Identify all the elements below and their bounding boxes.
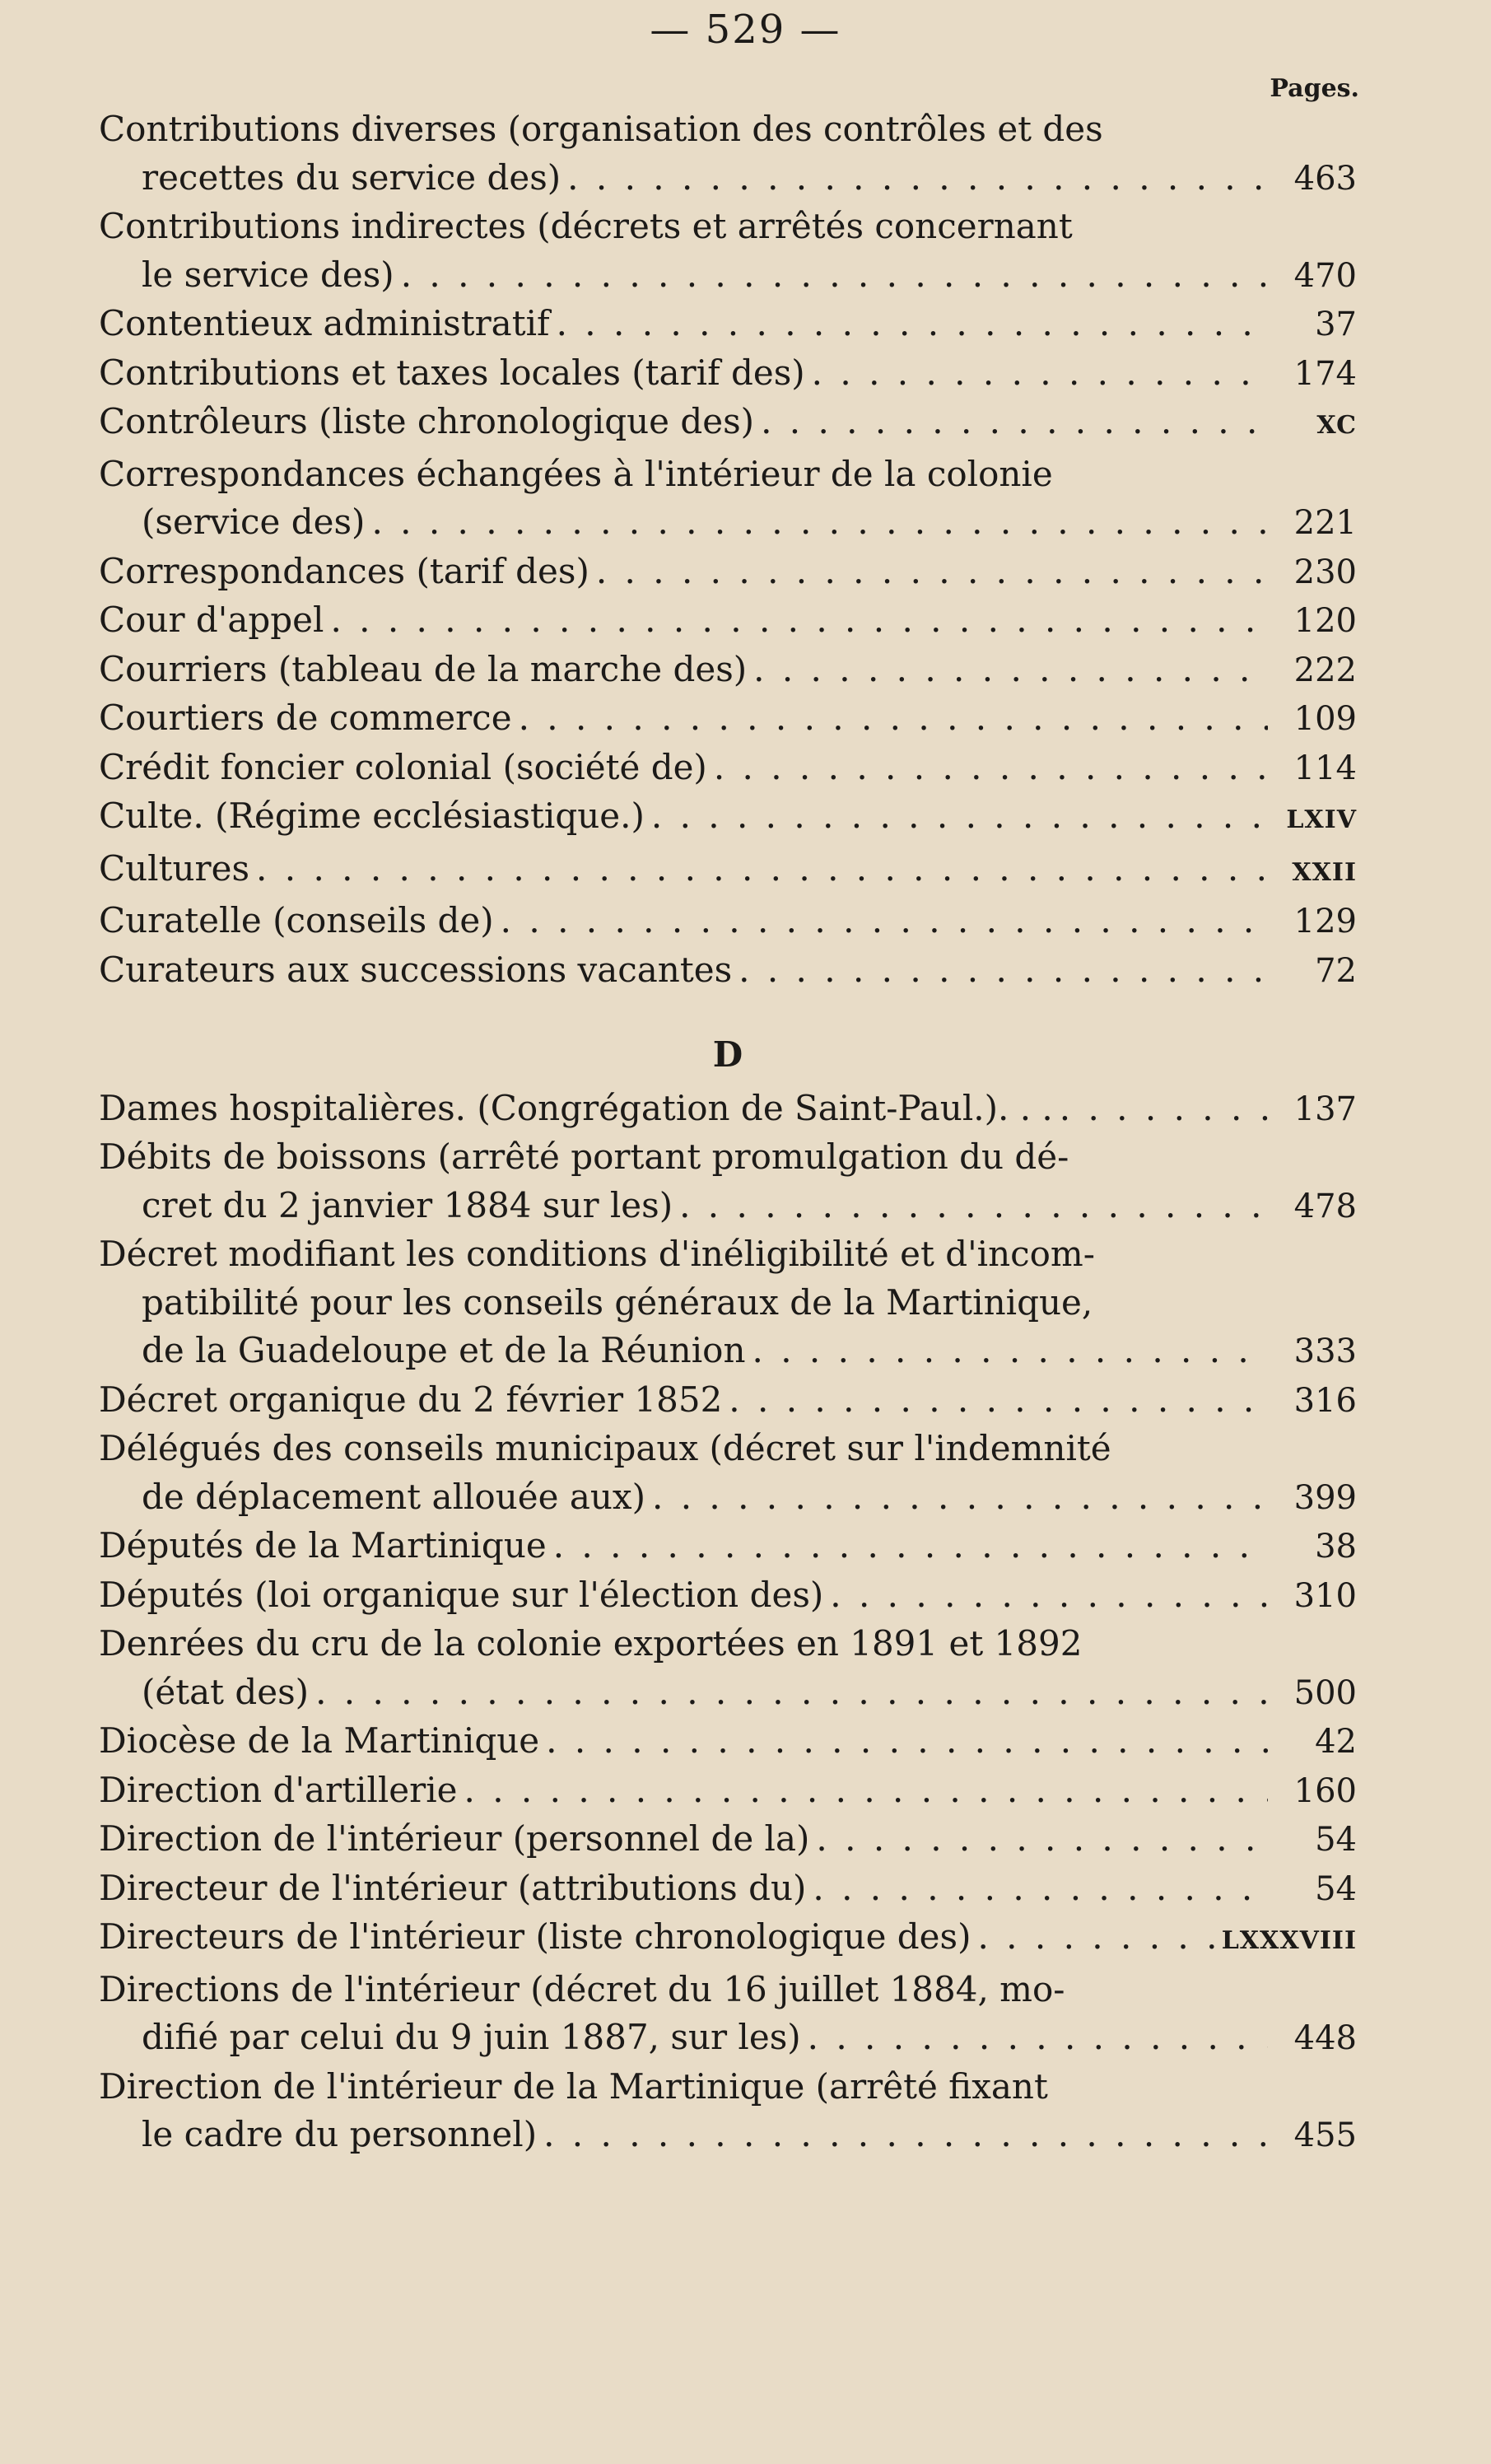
page-reference: 54 (1315, 1869, 1357, 1908)
dot-leader (256, 845, 1268, 894)
page-reference: 222 (1293, 651, 1357, 689)
entry-text: Denrées du cru de la colonie exportées en 1891 et 1892 (99, 1623, 1083, 1664)
entry-line (99, 450, 1357, 499)
entry-text: Décret modifiant les conditions d'inéligibilité et d'incom- (99, 1234, 1095, 1274)
entry-line (99, 646, 1357, 695)
entry-text: Députés de la Martinique (99, 1525, 547, 1566)
entry-line (99, 596, 1357, 646)
index-entry (99, 897, 1357, 946)
entry-text: Curatelle (conseils de) (99, 900, 494, 940)
entry-line (99, 1864, 1357, 1914)
index-entry (99, 2063, 1357, 2160)
entry-text: de la Guadeloupe et de la Réunion (142, 1330, 746, 1370)
entry-line (99, 300, 1357, 349)
dot-leader (816, 1815, 1268, 1864)
page-reference: XC (1316, 411, 1357, 440)
entry-text: Directions de l'intérieur (décret du 16 juillet 1884, mo- (99, 1968, 1065, 2009)
page-reference: LXIV (1286, 805, 1357, 834)
page-reference: 221 (1293, 504, 1357, 542)
entry-line (99, 1522, 1357, 1571)
index-section-d (99, 1085, 1357, 2160)
index-entry (99, 398, 1357, 450)
dot-leader (543, 2111, 1268, 2159)
entry-line (99, 1620, 1357, 1668)
entry-text: Contributions diverses (organisation des contrôles et des (99, 109, 1103, 149)
index-entry (99, 1230, 1357, 1376)
page-reference: 316 (1293, 1381, 1357, 1420)
entry-text: Direction de l'intérieur de la Martinique (arrêté fixant (99, 2065, 1048, 2107)
entry-line (99, 154, 1357, 203)
pages-column-header: Pages. (1270, 74, 1359, 103)
dot-leader (567, 154, 1268, 203)
entry-text: Cultures (99, 847, 250, 889)
page-reference: XXII (1292, 857, 1357, 887)
index-entry (99, 845, 1357, 898)
index-entry (99, 1913, 1357, 1966)
entry-text: de déplacement allouée aux) (142, 1476, 645, 1517)
entry-text: Correspondances échangées à l'intérieur de la colonie (99, 453, 1053, 494)
entry-text: Diocèse de la Martinique (99, 1720, 540, 1761)
entry-text: Contributions et taxes locales (tarif des) (99, 352, 805, 393)
entry-text: Contrôleurs (liste chronologique des) (99, 401, 755, 441)
page-reference: 137 (1293, 1090, 1357, 1128)
page-reference: 230 (1293, 553, 1357, 591)
entry-line (99, 1766, 1357, 1816)
dot-leader (830, 1571, 1268, 1620)
entry-line (99, 1473, 1357, 1523)
index-entry (99, 792, 1357, 845)
entry-text: Contributions indirectes (décrets et arrêtés concernant (99, 206, 1073, 246)
dot-leader (401, 251, 1268, 300)
index-entry (99, 203, 1357, 300)
index-entry (99, 1815, 1357, 1864)
entry-text: le service des) (142, 254, 394, 295)
index-entry (99, 1864, 1357, 1914)
entry-text: patibilité pour les conseils généraux de la Martinique, (142, 1281, 1093, 1323)
dot-leader (812, 349, 1268, 398)
page-reference: 310 (1293, 1576, 1357, 1615)
entry-text: Courtiers de commerce (99, 698, 512, 738)
dot-leader (752, 1327, 1268, 1375)
dot-leader (464, 1766, 1268, 1815)
index-entry (99, 1766, 1357, 1816)
entry-text: Délégués des conseils municipaux (décret sur l'indemnité (99, 1428, 1111, 1468)
index-entry (99, 1085, 1357, 1134)
entry-text: recettes du service des) (142, 156, 561, 198)
entry-text: Directeur de l'intérieur (attributions du) (99, 1867, 807, 1908)
page-reference: LXXXVIII (1221, 1926, 1357, 1955)
entry-text: Contentieux administratif (99, 303, 550, 343)
index-entry (99, 646, 1357, 695)
dot-leader (651, 792, 1268, 841)
entry-line (99, 548, 1357, 597)
entry-text: Correspondances (tarif des) (99, 550, 589, 591)
dot-leader (501, 897, 1268, 945)
dot-leader (977, 1913, 1214, 1962)
entry-text: Décret organique du 2 février 1852 (99, 1379, 723, 1420)
dot-leader (519, 694, 1268, 743)
page-reference: 72 (1315, 951, 1357, 990)
page-reference: 463 (1293, 159, 1357, 198)
entry-line (99, 792, 1357, 845)
entry-line (99, 946, 1357, 996)
entry-text: Direction d'artillerie (99, 1769, 458, 1810)
index-section-c (99, 105, 1357, 995)
entry-line (99, 1966, 1357, 2014)
entry-text: difié par celui du 9 juin 1887, sur les) (142, 2017, 801, 2057)
entry-line (99, 897, 1357, 946)
index-entry (99, 1717, 1357, 1766)
index-entry (99, 300, 1357, 349)
index-entry (99, 105, 1357, 203)
index-entry (99, 744, 1357, 793)
page-reference: 174 (1293, 354, 1357, 393)
index-entry (99, 1133, 1357, 1230)
entry-text: Direction de l'intérieur (personnel de la) (99, 1818, 810, 1859)
page-reference: 54 (1315, 1821, 1357, 1859)
entry-line (99, 845, 1357, 898)
dot-leader (808, 2014, 1268, 2062)
entry-line (99, 1717, 1357, 1766)
dot-leader (315, 1668, 1268, 1717)
entry-text: Débits de boissons (arrêté portant promulgation du dé- (99, 1136, 1069, 1177)
index-entry (99, 1376, 1357, 1426)
index-entry (99, 1966, 1357, 2063)
dot-leader (1060, 1085, 1268, 1133)
index-entry (99, 450, 1357, 548)
entry-line (99, 1133, 1357, 1182)
entry-line (99, 349, 1357, 399)
entry-text: Curateurs aux successions vacantes (99, 949, 733, 990)
index-entry (99, 1425, 1357, 1522)
dot-leader (813, 1864, 1268, 1913)
entry-line (99, 1279, 1357, 1328)
entry-line (99, 1230, 1357, 1279)
page-reference: 129 (1293, 903, 1357, 940)
entry-line (99, 1376, 1357, 1426)
dot-leader (679, 1182, 1268, 1230)
page-reference: 448 (1293, 2019, 1357, 2057)
index-entry (99, 946, 1357, 996)
dot-leader (546, 1717, 1268, 1766)
entry-text: le cadre du personnel) (142, 2114, 538, 2154)
entry-text: Dames hospitalières. (Congrégation de Saint-Paul.). . . (99, 1087, 1053, 1128)
entry-line (99, 2063, 1357, 2112)
entry-text: Crédit foncier colonial (société de) (99, 746, 707, 787)
page-reference: 470 (1293, 256, 1357, 295)
dot-leader (330, 596, 1268, 645)
page-reference: 38 (1315, 1528, 1357, 1566)
entry-line (99, 1668, 1357, 1718)
dot-leader (652, 1473, 1268, 1522)
entry-text: Députés (loi organique sur l'élection des) (99, 1574, 824, 1615)
page-reference: 109 (1293, 700, 1357, 738)
index-entry (99, 1620, 1357, 1717)
dot-leader (739, 946, 1268, 995)
dot-leader (714, 744, 1268, 792)
entry-line (99, 251, 1357, 301)
dot-leader (557, 300, 1268, 348)
index-entry (99, 548, 1357, 597)
entry-line (99, 2111, 1357, 2160)
index-entry (99, 1571, 1357, 1621)
page-number: — 529 — (650, 7, 841, 53)
page-reference: 333 (1293, 1332, 1357, 1370)
entry-line (99, 1815, 1357, 1864)
entry-line (99, 1182, 1357, 1231)
page-reference: 455 (1293, 2116, 1357, 2154)
page-reference: 120 (1293, 602, 1357, 640)
section-letter-d: D (712, 1034, 743, 1075)
dot-leader (596, 548, 1268, 596)
entry-line (99, 1327, 1357, 1376)
entry-line (99, 498, 1357, 548)
entry-line (99, 398, 1357, 450)
entry-line (99, 105, 1357, 154)
page-reference: 160 (1293, 1771, 1357, 1810)
entry-text: Cour d'appel (99, 600, 324, 640)
index-entry (99, 349, 1357, 399)
page-reference: 37 (1315, 306, 1357, 343)
index-list (99, 105, 1357, 2160)
entry-line (99, 744, 1357, 793)
index-entry (99, 694, 1357, 744)
entry-text: (état des) (142, 1671, 310, 1712)
dot-leader (753, 646, 1268, 694)
entry-line (99, 1913, 1357, 1966)
dot-leader (371, 498, 1268, 547)
dot-leader (761, 398, 1268, 446)
entry-line (99, 694, 1357, 744)
entry-text: cret du 2 janvier 1884 sur les) (142, 1184, 673, 1225)
page-reference: 478 (1293, 1187, 1357, 1225)
entry-line (99, 1425, 1357, 1473)
entry-line (99, 1085, 1357, 1134)
entry-line (99, 203, 1357, 251)
page-reference: 42 (1315, 1723, 1357, 1761)
index-entry (99, 1522, 1357, 1571)
entry-text: Culte. (Régime ecclésiastique.) (99, 796, 645, 836)
entry-text: Courriers (tableau de la marche des) (99, 648, 748, 689)
page-reference: 500 (1293, 1673, 1357, 1712)
dot-leader (553, 1522, 1268, 1570)
entry-text: Directeurs de l'intérieur (liste chronologique des) (99, 1916, 971, 1957)
dot-leader (729, 1376, 1268, 1425)
index-entry (99, 596, 1357, 646)
entry-line (99, 2014, 1357, 2063)
page-reference: 399 (1293, 1478, 1357, 1517)
entry-text: (service des) (142, 502, 366, 542)
entry-line (99, 1571, 1357, 1621)
page-reference: 114 (1293, 749, 1357, 787)
